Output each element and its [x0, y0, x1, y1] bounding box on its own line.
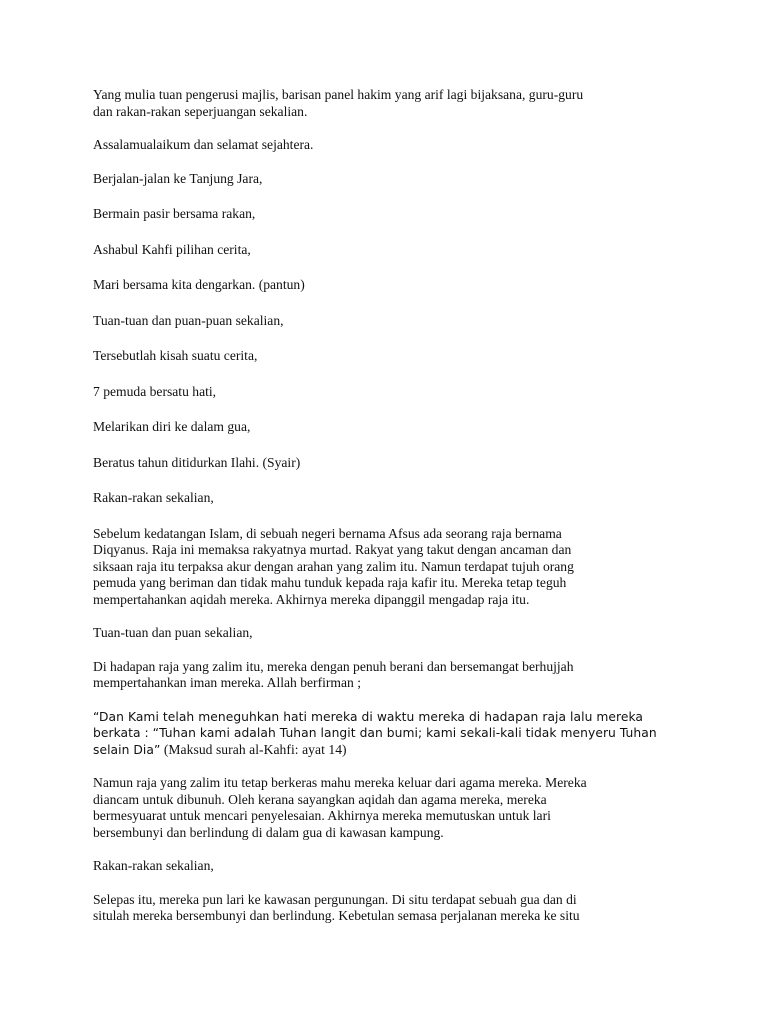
- paragraph-story-4: [93, 892, 673, 925]
- text-line: Bermain pasir bersama rakan,: [93, 206, 256, 221]
- text-line: Rakan-rakan sekalian,: [93, 490, 214, 505]
- paragraph-story-3: [93, 775, 673, 841]
- paragraph-story-1: [93, 526, 673, 609]
- syair-line-4: [93, 455, 673, 472]
- quote-line: berkata : “Tuhan kami adalah Tuhan langit dan bumi; kami sekali-kali tidak menyeru Tuhan: [93, 726, 657, 740]
- pantun-line-2: [93, 206, 673, 223]
- text-line: 7 pemuda bersatu hati,: [93, 383, 217, 399]
- paragraph-story-2: [93, 659, 673, 692]
- text-line: dan rakan-rakan seperjuangan sekalian.: [93, 103, 308, 119]
- syair-line-3: [93, 419, 673, 436]
- pantun-line-4: [93, 277, 673, 294]
- paragraph-salam: [93, 137, 673, 154]
- paragraph-address-1: [93, 313, 673, 330]
- text-line: Namun raja yang zalim itu tetap berkeras mahu mereka keluar dari agama mereka. Mereka: [93, 775, 587, 790]
- text-line: Tersebutlah kisah suatu cerita,: [93, 348, 258, 363]
- text-line: bersembunyi dan berlindung di dalam gua di kawasan kampung.: [93, 824, 444, 840]
- text-line: Assalamualaikum dan selamat sejahtera.: [93, 137, 314, 152]
- syair-line-2: [93, 384, 673, 401]
- text-line: siksaan raja itu terpaksa akur dengan arahan yang zalim itu. Namun terdapat tujuh orang: [93, 558, 574, 574]
- text-line: Ashabul Kahfi pilihan cerita,: [93, 241, 251, 257]
- text-line: Melarikan diri ke dalam gua,: [93, 419, 251, 434]
- text-line: mempertahankan aqidah mereka. Akhirnya mereka dipanggil mengadap raja itu.: [93, 591, 530, 607]
- quote-text: selain Dia”: [93, 742, 161, 757]
- pantun-line-3: [93, 242, 673, 259]
- paragraph-address-2: [93, 490, 673, 507]
- text-line: Mari bersama kita dengarkan. (pantun): [93, 277, 305, 292]
- text-line: Beratus tahun ditidurkan Ilahi. (Syair): [93, 454, 301, 470]
- text-line: bermesyuarat untuk mencari penyelesaian. Akhirnya mereka memutuskan untuk lari: [93, 808, 551, 823]
- text-line: Tuan-tuan dan puan sekalian,: [93, 625, 253, 640]
- text-line: diancam untuk dibunuh. Oleh kerana sayangkan aqidah dan agama mereka, mereka: [93, 791, 547, 807]
- text-line: Rakan-rakan sekalian,: [93, 858, 214, 873]
- text-line: mempertahankan iman mereka. Allah berfirman ;: [93, 675, 361, 690]
- paragraph-address-4: [93, 858, 673, 875]
- text-line: Di hadapan raja yang zalim itu, mereka dengan penuh berani dan bersemangat berhujjah: [93, 658, 574, 674]
- text-line: situlah mereka bersembunyi dan berlindung. Kebetulan semasa perjalanan mereka ke situ: [93, 908, 580, 923]
- text-line: Diqyanus. Raja ini memaksa rakyatnya murtad. Rakyat yang takut dengan ancaman dan: [93, 542, 572, 557]
- text-line: Selepas itu, mereka pun lari ke kawasan pergunungan. Di situ terdapat sebuah gua dan di: [93, 891, 577, 907]
- text-line: pemuda yang beriman dan tidak mahu tunduk kepada raja kafir itu. Mereka tetap teguh: [93, 575, 567, 590]
- quote-line-last: [93, 742, 673, 759]
- pantun-line-1: [93, 171, 673, 188]
- text-line: Tuan-tuan dan puan-puan sekalian,: [93, 312, 284, 328]
- syair-line-1: [93, 348, 673, 365]
- quote-citation: (Maksud surah al-Kahfi: ayat 14): [160, 741, 347, 757]
- quote-line: “Dan Kami telah meneguhkan hati mereka di waktu mereka di hadapan raja lalu mereka: [93, 709, 644, 724]
- document-body: [93, 87, 673, 942]
- paragraph-address-3: [93, 625, 673, 642]
- paragraph-greeting: [93, 87, 673, 120]
- text-line: Sebelum kedatangan Islam, di sebuah negeri bernama Afsus ada seorang raja bernama: [93, 525, 562, 541]
- paragraph-quran-quote: [93, 709, 673, 759]
- text-line: Berjalan-jalan ke Tanjung Jara,: [93, 170, 263, 186]
- text-line: Yang mulia tuan pengerusi majlis, barisan panel hakim yang arif lagi bijaksana, guru-guru: [93, 87, 584, 102]
